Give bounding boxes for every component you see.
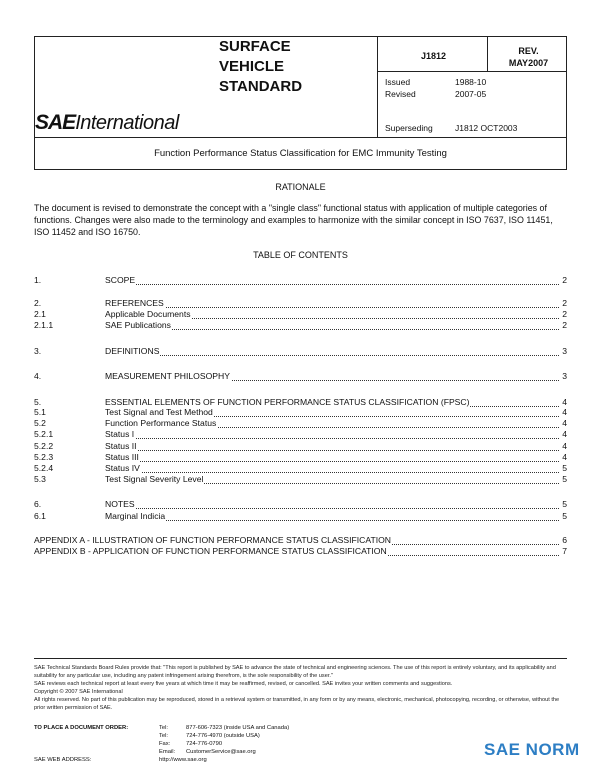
toc-row[interactable] [34, 418, 567, 429]
toc-label: Function Performance Status [105, 418, 217, 428]
tel-label: Tel: [159, 725, 169, 731]
toc-page-number: 2 [562, 275, 567, 285]
footer-rights-text: All rights reserved. No part of this publication may be reproduced, stored in a retrieval system or transmitted, in any form or by any means, electronic, mechanical, photocopying, recording, or otherwise, without the prior written permission of SAE. [34, 697, 560, 711]
toc-page-number: 5 [562, 474, 567, 484]
toc-row[interactable] [34, 511, 567, 522]
toc-page-number: 6 [562, 535, 567, 545]
standard-line-1: SURFACE [219, 38, 291, 55]
tel2-value: 724-776-4970 (outside USA) [186, 733, 260, 739]
rev-date: MAY2007 [508, 58, 549, 68]
toc-row[interactable] [34, 546, 567, 557]
fax-value: 724-776-0790 [186, 741, 223, 747]
toc-page-number: 4 [562, 397, 567, 407]
issued-label: Issued [385, 77, 411, 87]
toc-label: ESSENTIAL ELEMENTS OF FUNCTION PERFORMANCE STATUS CLASSIFICATION (FPSC) [105, 397, 470, 407]
footer-rules-text: SAE Technical Standards Board Rules provide that: "This report is published by SAE to advance the state of technical and engineering sciences. The use of this report is entirely voluntary, and its applicability and suitability for any particular use, including any patent infringement arising therefrom, is the sole responsibility of the user." [34, 665, 556, 679]
toc-page-number: 2 [562, 309, 567, 319]
toc-row[interactable] [34, 452, 567, 463]
web-address[interactable]: http://www.sae.org [159, 757, 207, 763]
toc-page-number: 4 [562, 407, 567, 417]
toc-page-number: 5 [562, 463, 567, 473]
superseding-value: J1812 OCT2003 [455, 123, 518, 133]
document-title: Function Performance Status Classification for EMC Immunity Testing [154, 148, 447, 159]
toc-number: 6.1 [34, 511, 46, 521]
toc-number: 1. [34, 275, 42, 285]
toc-leader-dots [105, 276, 559, 285]
superseding-label: Superseding [385, 123, 433, 133]
toc-leader-dots [105, 512, 559, 521]
rev-label: REV. [518, 46, 539, 56]
toc-number: 5.1 [34, 407, 46, 417]
toc-page-number: 2 [562, 298, 567, 308]
footer-copyright: Copyright © 2007 SAE International [34, 689, 123, 695]
toc-row[interactable] [34, 407, 567, 418]
header-divider [487, 37, 488, 71]
document-number: J1812 [421, 51, 447, 61]
toc-leader-dots [105, 321, 559, 330]
toc-number: 5.2 [34, 418, 46, 428]
revised-label: Revised [385, 89, 416, 99]
toc-number: 5.2.2 [34, 441, 54, 451]
toc-row[interactable] [34, 371, 567, 382]
toc-number: 5.3 [34, 474, 46, 484]
toc-number: 3. [34, 346, 42, 356]
toc-row[interactable] [34, 463, 567, 474]
toc-label: Status I [105, 429, 135, 439]
standard-line-2: VEHICLE [219, 58, 285, 75]
email-value[interactable]: CustomerService@sae.org [186, 749, 256, 755]
toc-row[interactable] [34, 320, 567, 331]
toc-row[interactable] [34, 499, 567, 510]
toc-page-number: 2 [562, 320, 567, 330]
header-divider [377, 71, 567, 72]
toc-row[interactable] [34, 429, 567, 440]
toc-row[interactable] [34, 346, 567, 357]
toc-number: 5.2.4 [34, 463, 54, 473]
toc-label: Test Signal Severity Level [105, 474, 204, 484]
toc-row[interactable] [34, 309, 567, 320]
fax-label: Fax: [159, 741, 171, 747]
toc-leader-dots [105, 453, 559, 462]
toc-leader-dots [105, 299, 559, 308]
footer-rule [34, 658, 567, 659]
toc-number: 2. [34, 298, 42, 308]
toc-heading: TABLE OF CONTENTS [253, 250, 348, 260]
toc-label: MEASUREMENT PHILOSOPHY [105, 371, 230, 381]
toc-number: 5. [34, 397, 42, 407]
header-divider [35, 137, 567, 138]
toc-page-number: 7 [562, 546, 567, 556]
toc-label: SAE Publications [105, 320, 171, 330]
toc-label: DEFINITIONS [105, 346, 160, 356]
toc-number: 2.1 [34, 309, 46, 319]
toc-number: 5.2.3 [34, 452, 54, 462]
toc-page-number: 3 [562, 371, 567, 381]
toc-leader-dots [105, 442, 559, 451]
toc-row[interactable] [34, 474, 567, 485]
toc-page-number: 5 [562, 511, 567, 521]
order-label: TO PLACE A DOCUMENT ORDER: [34, 725, 129, 731]
watermark-text: SAE NORM [484, 740, 580, 759]
toc-row[interactable] [34, 275, 567, 286]
rationale-heading: RATIONALE [275, 182, 326, 192]
sae-logo [35, 111, 235, 135]
toc-label: REFERENCES [105, 298, 164, 308]
toc-number: 4. [34, 371, 42, 381]
toc-row[interactable] [34, 298, 567, 309]
toc-page-number: 4 [562, 418, 567, 428]
toc-number: 2.1.1 [34, 320, 54, 330]
tel2-label: Tel: [159, 733, 169, 739]
toc-label: APPENDIX A - ILLUSTRATION OF FUNCTION PERFORMANCE STATUS CLASSIFICATION [34, 535, 391, 545]
footer-review-text: SAE reviews each technical report at least every five years at which time it may be reaffirmed, revised, or cancelled. SAE invites your written comments and suggestions. [34, 681, 453, 687]
toc-label: Status III [105, 452, 139, 462]
issued-value: 1988-10 [455, 77, 487, 87]
toc-label: Status II [105, 441, 137, 451]
sae-norm-watermark [484, 740, 580, 760]
toc-page-number: 5 [562, 499, 567, 509]
toc-label: Test Signal and Test Method [105, 407, 213, 417]
toc-number: 6. [34, 499, 42, 509]
toc-label: Applicable Documents [105, 309, 191, 319]
toc-page-number: 4 [562, 441, 567, 451]
toc-label: SCOPE [105, 275, 136, 285]
toc-page-number: 4 [562, 429, 567, 439]
standard-type [219, 37, 302, 97]
toc-label: APPENDIX B - APPLICATION OF FUNCTION PERFORMANCE STATUS CLASSIFICATION [34, 546, 387, 556]
toc-page-number: 3 [562, 346, 567, 356]
toc-row[interactable] [34, 441, 567, 452]
logo-international-text: International [75, 112, 179, 134]
toc-label: Marginal Indicia [105, 511, 166, 521]
toc-leader-dots [105, 430, 559, 439]
revised-value: 2007-05 [455, 89, 487, 99]
footer-notice [34, 664, 567, 712]
toc-label: Status IV [105, 463, 140, 473]
web-label: SAE WEB ADDRESS: [34, 757, 92, 763]
tel-value: 877-606-7323 (inside USA and Canada) [186, 725, 290, 731]
toc-number: 5.2.1 [34, 429, 54, 439]
revision-box [489, 45, 568, 69]
email-label: Email: [159, 749, 176, 755]
logo-sae-text: SAE [35, 111, 76, 134]
rationale-text: The document is revised to demonstrate the concept with a "single class" functional status with application of multiple categories of functions. Changes were also made to the terminology and examples to harmonize with the similar concept in ISO 7637, ISO 11451, ISO 11452 and ISO 16750. [34, 203, 553, 237]
toc-row[interactable] [34, 535, 567, 546]
toc-leader-dots [105, 500, 559, 509]
toc-leader-dots [105, 347, 559, 356]
header-divider [377, 37, 378, 137]
toc-leader-dots [105, 464, 559, 473]
standard-line-3: STANDARD [219, 78, 303, 95]
toc-page-number: 4 [562, 452, 567, 462]
toc-label: NOTES [105, 499, 135, 509]
